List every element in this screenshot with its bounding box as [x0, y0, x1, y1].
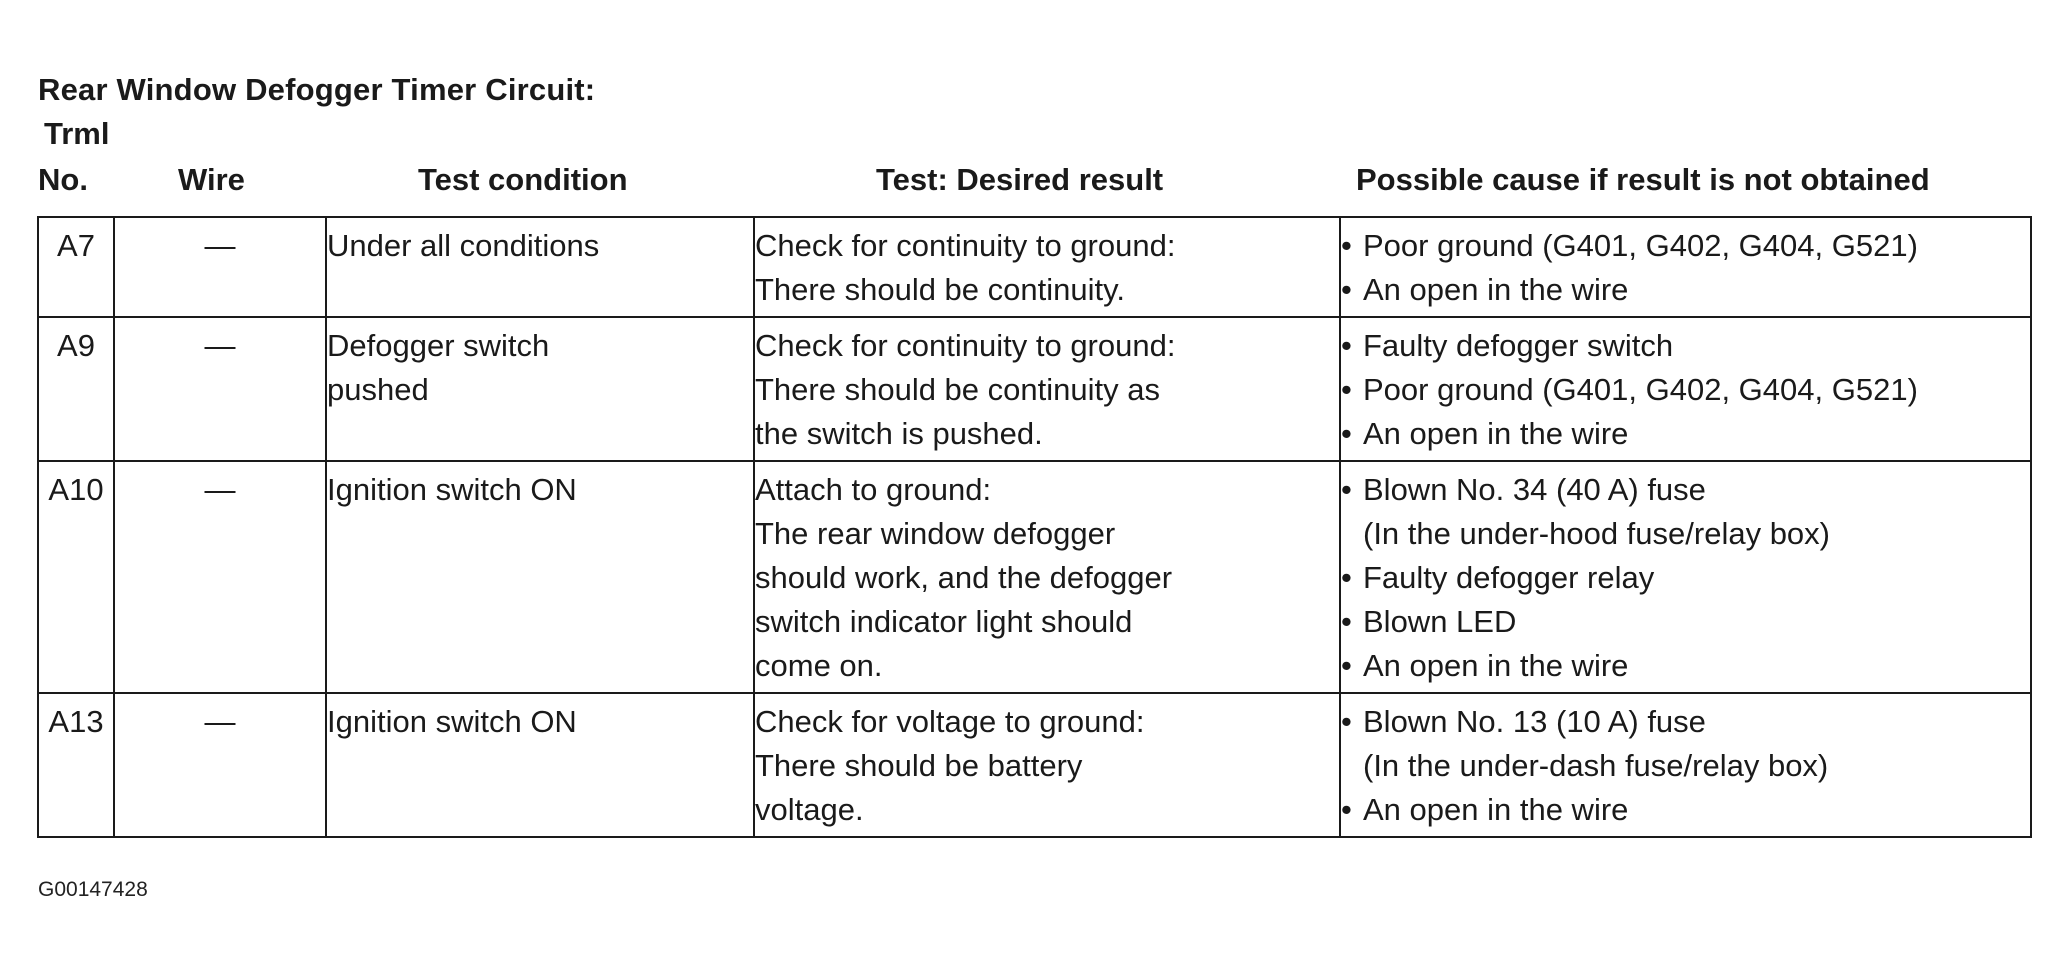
terminal-test-table	[37, 216, 2032, 838]
desired-result	[754, 461, 1340, 693]
bullet-icon: •	[1341, 648, 1352, 683]
desired-result-line: Check for voltage to ground:	[755, 704, 1145, 739]
test-condition-line: Ignition switch ON	[327, 704, 577, 739]
cause-text: Blown No. 34 (40 A) fuse	[1363, 472, 1706, 507]
table-row	[38, 461, 2031, 693]
terminal-number: A13	[38, 693, 114, 837]
terminal-number: A10	[38, 461, 114, 693]
table-row	[38, 317, 2031, 461]
test-condition	[326, 317, 754, 461]
bullet-icon: •	[1341, 228, 1352, 263]
bullet-icon: •	[1341, 416, 1352, 451]
desired-result-line: Check for continuity to ground:	[755, 228, 1176, 263]
wire-color: —	[114, 217, 326, 317]
desired-result-line: should work, and the defogger	[755, 560, 1173, 595]
possible-causes	[1340, 217, 2031, 317]
cause-item	[1341, 644, 2030, 688]
test-condition	[326, 461, 754, 693]
cause-text: Poor ground (G401, G402, G404, G521)	[1363, 228, 1918, 263]
page-title: Rear Window Defogger Timer Circuit:	[38, 72, 596, 107]
desired-result-line: The rear window defogger	[755, 516, 1116, 551]
header-desired-result: Test: Desired result	[876, 162, 1164, 197]
desired-result-line: There should be continuity.	[755, 272, 1125, 307]
bullet-icon: •	[1341, 792, 1352, 827]
cause-item	[1341, 324, 2030, 368]
desired-result	[754, 317, 1340, 461]
test-condition	[326, 693, 754, 837]
possible-causes	[1340, 461, 2031, 693]
bullet-icon: •	[1341, 704, 1352, 739]
cause-text: Blown LED	[1363, 604, 1517, 639]
cause-text: Poor ground (G401, G402, G404, G521)	[1363, 372, 1918, 407]
header-possible-cause: Possible cause if result is not obtained	[1356, 162, 1930, 197]
desired-result	[754, 693, 1340, 837]
test-condition-line: Under all conditions	[327, 228, 600, 263]
cause-subtext: (In the under-dash fuse/relay box)	[1363, 748, 1829, 783]
desired-result-line: the switch is pushed.	[755, 416, 1043, 451]
wire-color: —	[114, 317, 326, 461]
desired-result-line: There should be continuity as	[755, 372, 1160, 407]
cause-text: An open in the wire	[1363, 792, 1629, 827]
header-test-condition: Test condition	[418, 162, 628, 197]
wire-color: —	[114, 461, 326, 693]
cause-text: An open in the wire	[1363, 648, 1629, 683]
header-no: No.	[38, 162, 88, 197]
test-condition-line: Defogger switch	[327, 328, 550, 363]
cause-item	[1341, 700, 2030, 744]
bullet-icon: •	[1341, 372, 1352, 407]
cause-item	[1341, 224, 2030, 268]
table-row	[38, 693, 2031, 837]
test-condition-line: pushed	[327, 372, 429, 407]
cause-text: An open in the wire	[1363, 416, 1629, 451]
desired-result-line: There should be battery	[755, 748, 1083, 783]
cause-item	[1341, 556, 2030, 600]
wire-color: —	[114, 693, 326, 837]
cause-item	[1341, 468, 2030, 512]
desired-result-line: Attach to ground:	[755, 472, 992, 507]
possible-causes	[1340, 317, 2031, 461]
desired-result-line: voltage.	[755, 792, 864, 827]
desired-result-line: Check for continuity to ground:	[755, 328, 1176, 363]
desired-result-line: come on.	[755, 648, 883, 683]
bullet-icon: •	[1341, 560, 1352, 595]
desired-result	[754, 217, 1340, 317]
figure-id: G00147428	[38, 878, 148, 901]
table-row	[38, 217, 2031, 317]
possible-causes	[1340, 693, 2031, 837]
cause-item	[1341, 368, 2030, 412]
terminal-number: A9	[38, 317, 114, 461]
cause-item	[1341, 268, 2030, 312]
bullet-icon: •	[1341, 328, 1352, 363]
cause-subtext: (In the under-hood fuse/relay box)	[1363, 516, 1830, 551]
cause-text: Faulty defogger relay	[1363, 560, 1655, 595]
cause-item	[1341, 412, 2030, 456]
test-condition-line: Ignition switch ON	[327, 472, 577, 507]
cause-text: Faulty defogger switch	[1363, 328, 1674, 363]
cause-item	[1341, 600, 2030, 644]
terminal-number: A7	[38, 217, 114, 317]
desired-result-line: switch indicator light should	[755, 604, 1133, 639]
header-trml: Trml	[44, 116, 110, 151]
cause-text: An open in the wire	[1363, 272, 1629, 307]
cause-item	[1341, 788, 2030, 832]
table-body	[38, 217, 2031, 837]
test-condition	[326, 217, 754, 317]
bullet-icon: •	[1341, 604, 1352, 639]
bullet-icon: •	[1341, 272, 1352, 307]
cause-text: Blown No. 13 (10 A) fuse	[1363, 704, 1706, 739]
header-wire: Wire	[178, 162, 245, 197]
bullet-icon: •	[1341, 472, 1352, 507]
